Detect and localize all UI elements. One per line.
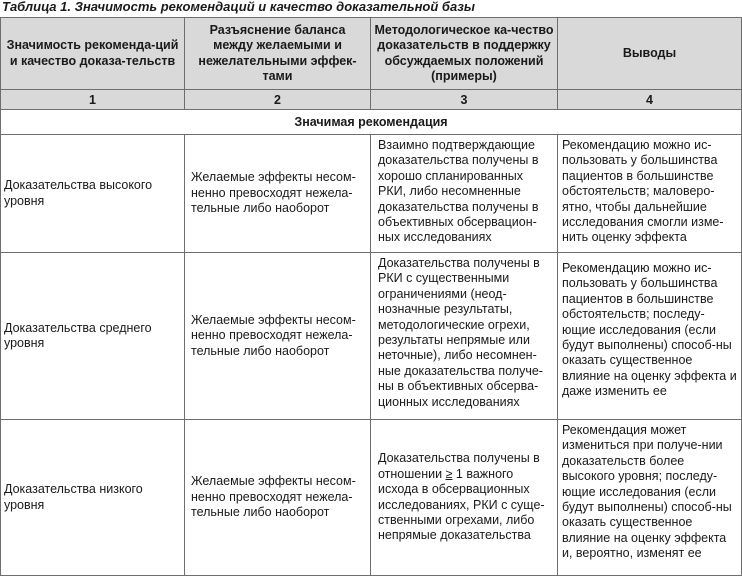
header-quality: Методологическое ка-чество доказательств в поддержку обсуждаемых положений (примеры) bbox=[371, 18, 558, 90]
quality-cell: Доказательства получены в РКИ с существенными ограничениями (неод-нозначные результаты, методологические огрехи, результаты непрямые или неточные), либо несомнен-ные доказательства получе-ны в объективных обсерва-ционных исследованиях bbox=[371, 253, 558, 420]
balance-cell: Желаемые эффекты несом-ненно превосходят нежела-тельные либо наоборот bbox=[185, 135, 371, 253]
evidence-level-cell: Доказательства среднего уровня bbox=[1, 253, 185, 420]
conclusion-cell: Рекомендацию можно ис-пользовать у большинства пациентов в большинстве обстоятельств; последу-ющие исследования (если будут выполнены) способ-ны оказать существенное влияние на оценку эффекта и даже изменить ее bbox=[558, 253, 742, 420]
column-number-row bbox=[1, 90, 742, 110]
quality-cell: Взаимно подтверждающие доказательства получены в хорошо спланированных РКИ, либо несомненные доказательства получены в объективных обсервацион-ных исследованиях bbox=[371, 135, 558, 253]
table-caption: Таблица 1. Значимость рекомендаций и качество доказательной базы bbox=[2, 0, 475, 14]
greater-or-equal-symbol: ≥ bbox=[445, 466, 453, 481]
evidence-table bbox=[0, 17, 742, 576]
section-title: Значимая рекомендация bbox=[1, 110, 742, 135]
header-row bbox=[1, 18, 742, 90]
table-row bbox=[1, 253, 742, 420]
header-significance: Значимость рекоменда-ций и качество доказа-тельств bbox=[1, 18, 185, 90]
conclusion-cell: Рекомендацию можно ис-пользовать у большинства пациентов в большинстве обстоятельств; маловеро-ятно, чтобы дальнейшие исследования смогли изме-нить оценку эффекта bbox=[558, 135, 742, 253]
table-row bbox=[1, 420, 742, 576]
header-balance: Разъяснение баланса между желаемыми и нежелательными эффек-тами bbox=[185, 18, 371, 90]
balance-cell: Желаемые эффекты несом-ненно превосходят нежела-тельные либо наоборот bbox=[185, 253, 371, 420]
evidence-level-cell: Доказательства низкого уровня bbox=[1, 420, 185, 576]
header-conclusions: Выводы bbox=[558, 18, 742, 90]
table-row bbox=[1, 135, 742, 253]
column-number: 4 bbox=[558, 90, 742, 110]
balance-cell: Желаемые эффекты несом-ненно превосходят нежела-тельные либо наоборот bbox=[185, 420, 371, 576]
column-number: 1 bbox=[1, 90, 185, 110]
quality-text-suffix: 1 важного исхода в обсервационных исследованиях, РКИ с суще-ственными огрехами, либо непрямые доказательства bbox=[378, 466, 545, 543]
evidence-level-cell: Доказательства высокого уровня bbox=[1, 135, 185, 253]
column-number: 3 bbox=[371, 90, 558, 110]
section-row bbox=[1, 110, 742, 135]
column-number: 2 bbox=[185, 90, 371, 110]
quality-text-prefix: Доказательства получены в отношении bbox=[378, 451, 540, 481]
conclusion-cell: Рекомендация может измениться при получе-нии доказательств более высокого уровня; последу-ющие исследования (если будут выполнены) способ-ны оказать существенное влияние на оценку эффекта и, вероятно, изменят ее bbox=[558, 420, 742, 576]
quality-cell bbox=[371, 420, 558, 576]
